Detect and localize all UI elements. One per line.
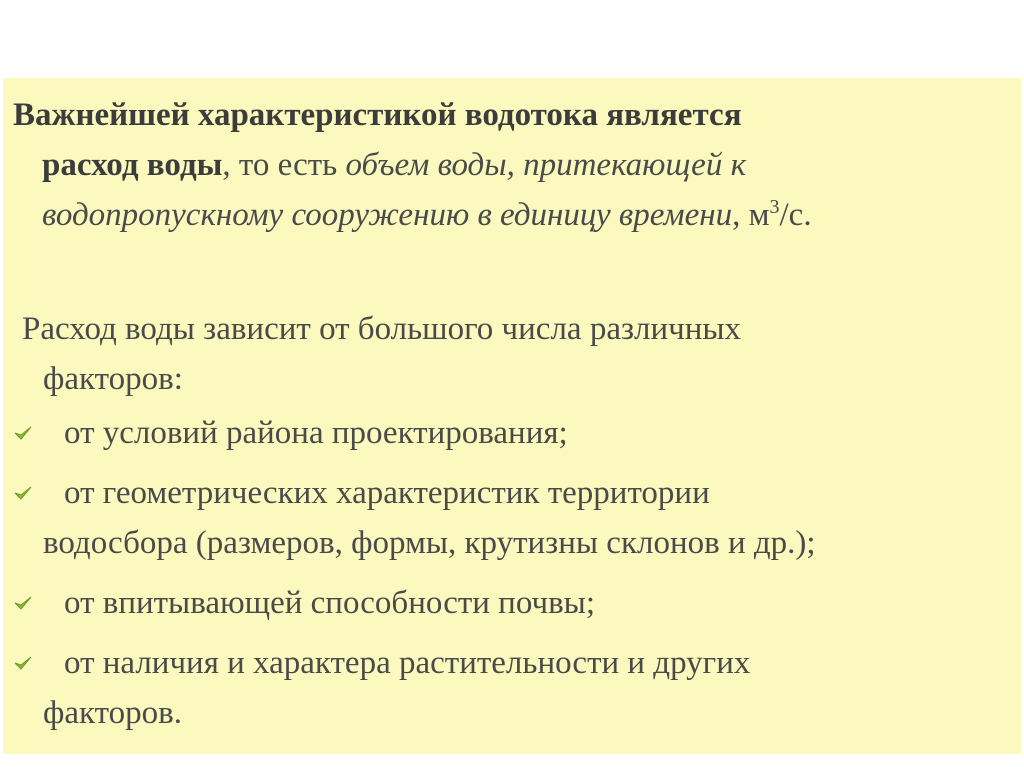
intro-definition-part2: водопропускному сооружению в единицу времени	[42, 197, 733, 233]
list-item	[3, 638, 1021, 738]
intro-paragraph	[13, 90, 812, 240]
factor-text-continuation: факторов.	[43, 695, 182, 731]
list-item	[3, 408, 1021, 458]
checkmark-arrow-icon	[13, 484, 33, 504]
factor-text: от условий района проектирования;	[64, 415, 568, 451]
factors-intro-line2: факторов:	[43, 361, 183, 397]
factor-text-continuation: водосбора (размеров, формы, крутизны склонов и др.);	[43, 525, 816, 561]
intro-connector: , то есть	[222, 147, 346, 183]
factors-intro-paragraph	[22, 304, 741, 404]
intro-definition-part1: объем воды, притекающей к	[345, 147, 747, 183]
factors-list	[3, 408, 1021, 748]
slide-content-panel	[3, 78, 1021, 754]
checkmark-arrow-icon	[13, 654, 33, 674]
intro-term: расход воды	[42, 147, 223, 183]
unit-suffix: /с.	[779, 197, 812, 233]
factor-text: от впитывающей способности почвы;	[64, 585, 595, 621]
factor-text: от наличия и характера растительности и других	[64, 645, 751, 681]
factors-intro-line1: Расход воды зависит от большого числа различных	[22, 311, 742, 347]
factor-text: от геометрических характеристик территории	[64, 475, 710, 511]
list-item	[3, 578, 1021, 628]
unit-superscript: 3	[769, 196, 780, 218]
checkmark-arrow-icon	[13, 424, 33, 444]
checkmark-arrow-icon	[13, 594, 33, 614]
list-item	[3, 468, 1021, 568]
unit-prefix: , м	[732, 197, 770, 233]
intro-bold-text: Важнейшей характеристикой водотока является	[13, 97, 742, 133]
